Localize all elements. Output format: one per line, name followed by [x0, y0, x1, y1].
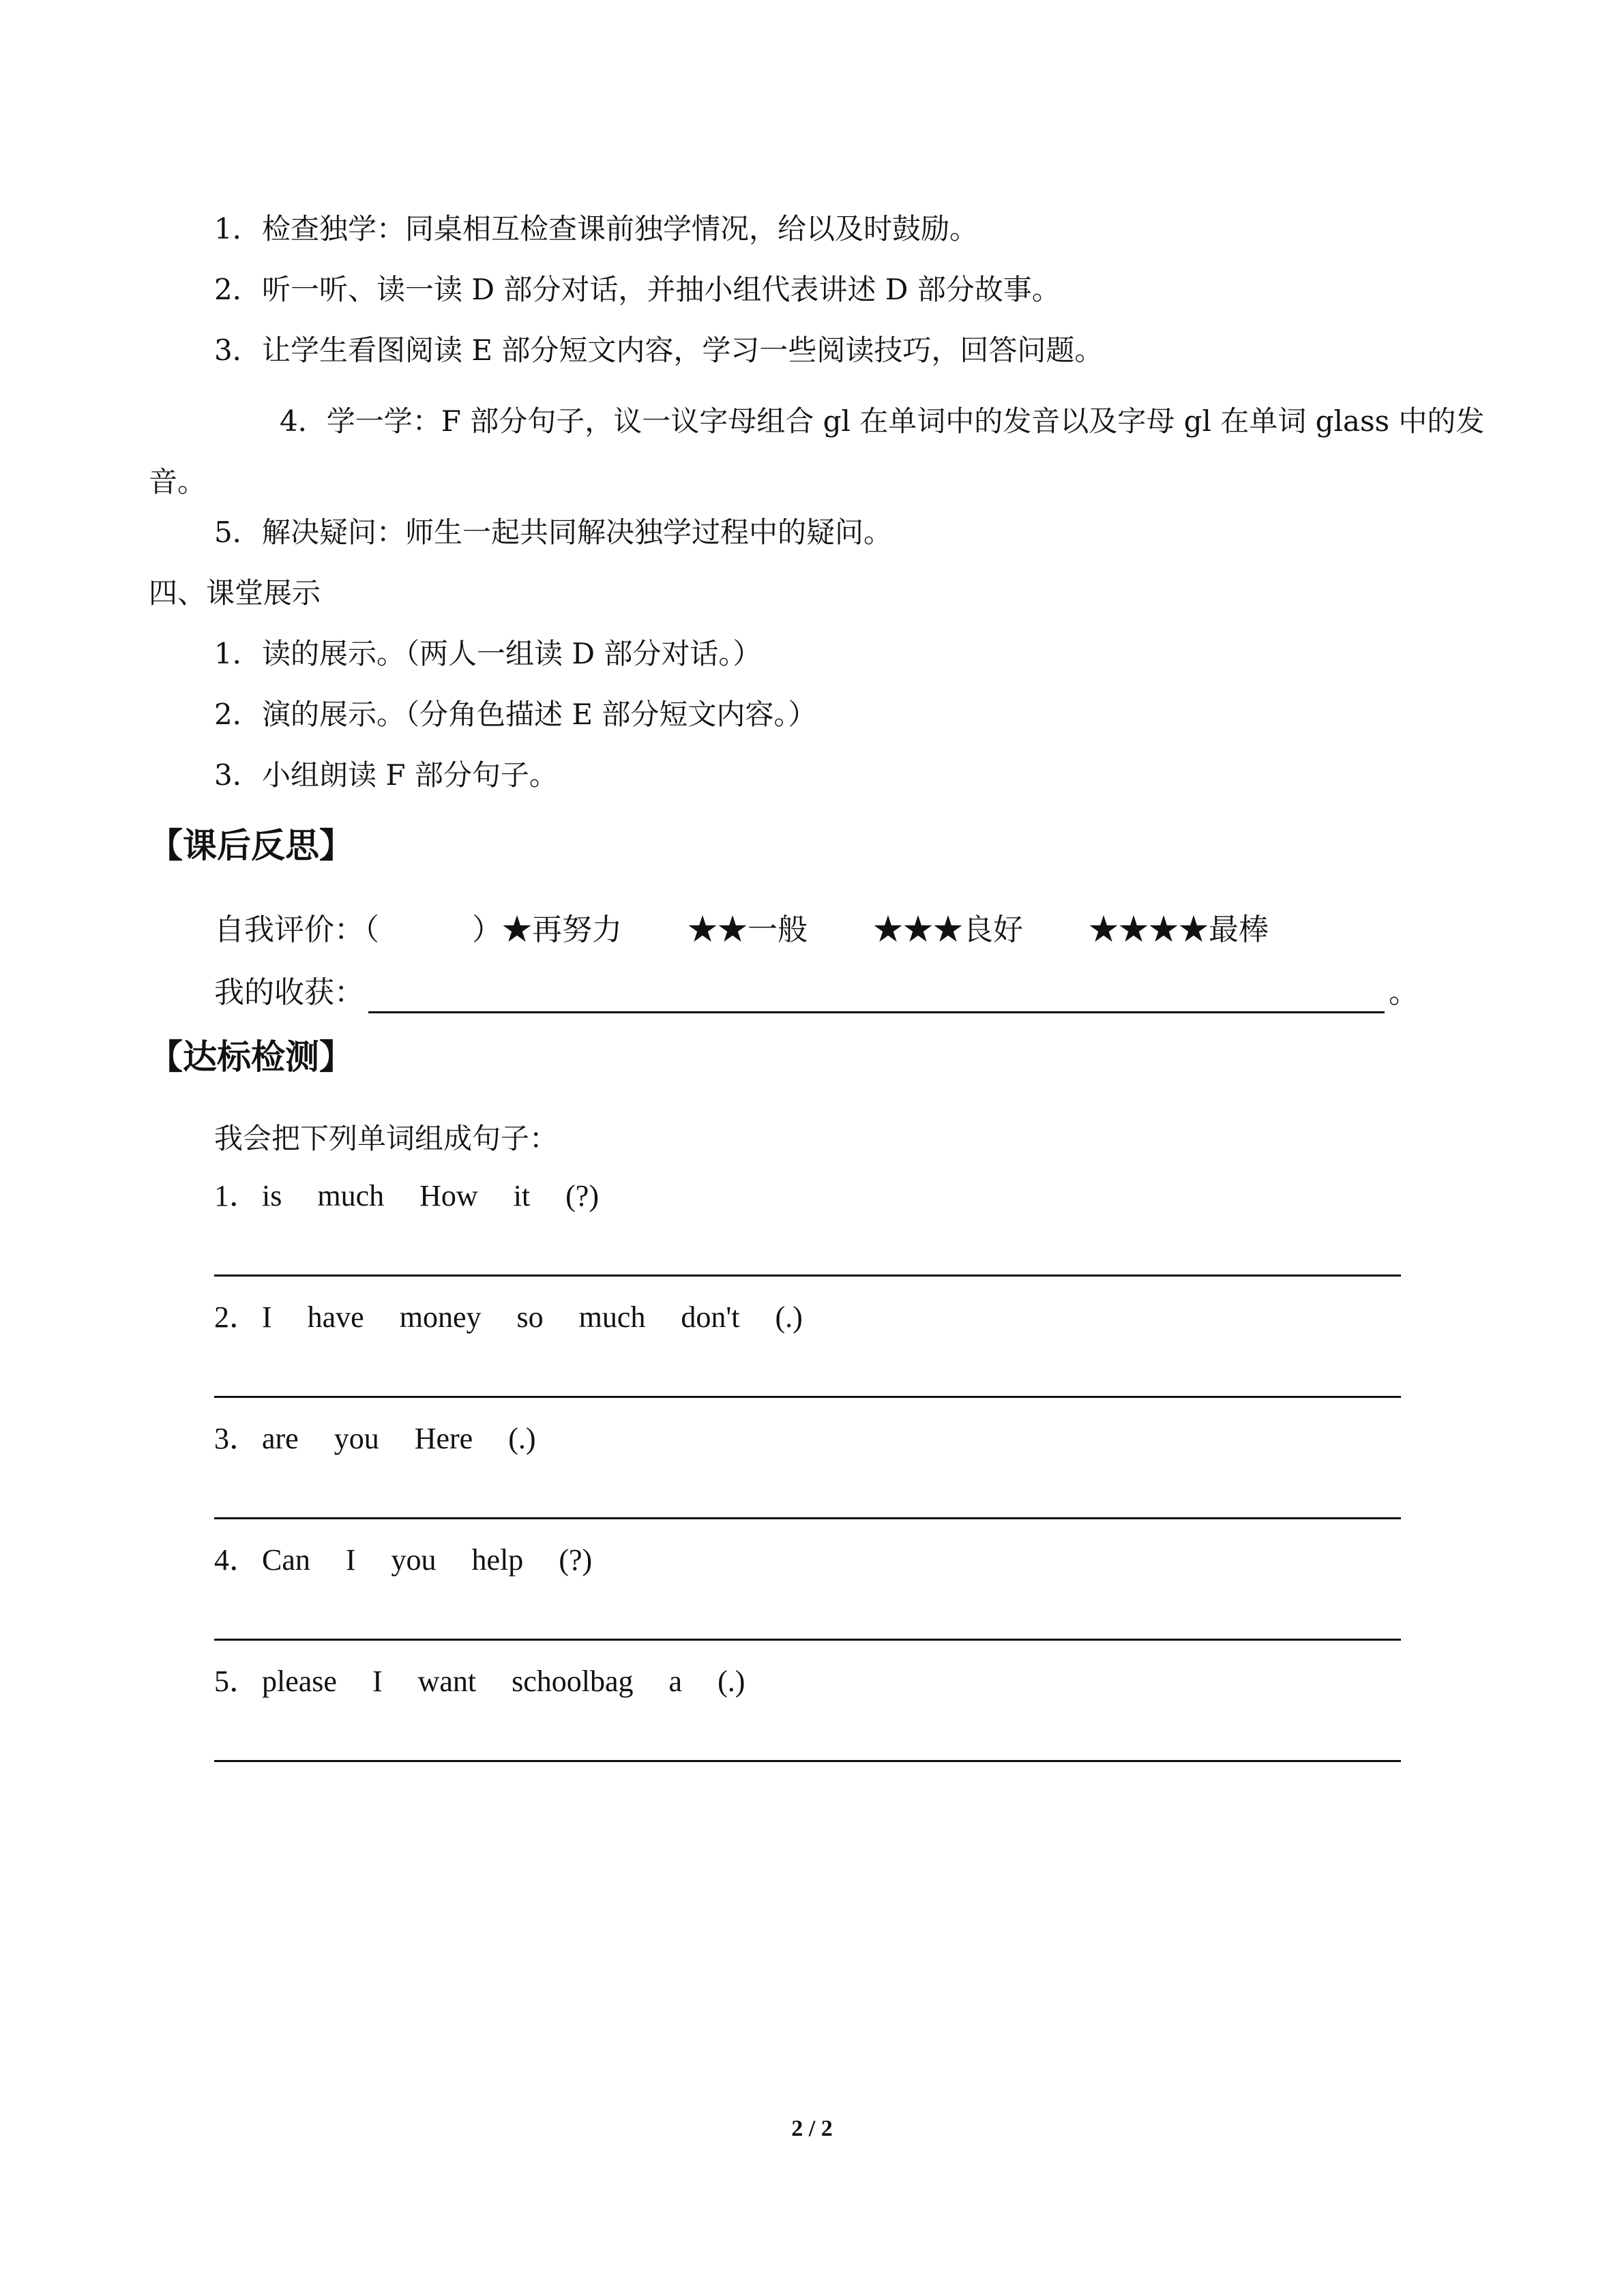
- word: Can: [262, 1543, 310, 1577]
- word: Here: [414, 1422, 473, 1455]
- question-number: 5．: [214, 1665, 259, 1698]
- word: much: [578, 1300, 646, 1334]
- level-2: ★★一般: [688, 912, 808, 947]
- item-text: 演的展示。（分角色描述 E 部分短文内容。）: [262, 698, 817, 731]
- step-1: [214, 209, 978, 250]
- question-4: [214, 1540, 592, 1581]
- word: so: [516, 1300, 544, 1334]
- display-item-2: [214, 694, 816, 735]
- word: don't: [681, 1300, 740, 1334]
- answer-line-5[interactable]: [214, 1760, 1401, 1762]
- harvest-label: 我的收获：: [214, 975, 364, 1010]
- question-number: 3．: [214, 1422, 259, 1455]
- word: a: [668, 1665, 683, 1698]
- test-heading: 【达标检测】: [149, 1037, 353, 1077]
- level-3: ★★★良好: [873, 912, 1023, 947]
- step-4: [149, 391, 1486, 512]
- question-number: 2．: [214, 1300, 259, 1334]
- word: (?): [565, 1179, 599, 1212]
- word: you: [391, 1543, 437, 1577]
- display-item-1: [214, 633, 761, 674]
- word: help: [471, 1543, 524, 1577]
- item-number: 2．: [214, 698, 261, 731]
- word: I: [262, 1300, 272, 1334]
- step-number: 5．: [214, 516, 261, 549]
- word: is: [262, 1179, 282, 1212]
- step-5: [214, 512, 892, 553]
- answer-line-1[interactable]: [214, 1274, 1401, 1277]
- step-text: 听一听、读一读 D 部分对话，并抽小组代表讲述 D 部分故事。: [262, 273, 1061, 306]
- item-number: 1．: [214, 637, 261, 670]
- step-3: [214, 330, 1103, 371]
- step-text: 让学生看图阅读 E 部分短文内容，学习一些阅读技巧，回答问题。: [262, 333, 1104, 367]
- page-number: 2 / 2: [791, 2116, 833, 2141]
- answer-line-4[interactable]: [214, 1639, 1401, 1641]
- answer-line-3[interactable]: [214, 1517, 1401, 1519]
- word: I: [372, 1665, 383, 1698]
- step-text: 学一学：F 部分句子，议一议字母组合 gl 在单词中的发音以及字母 gl 在单词 glass 中的发音。: [149, 404, 1485, 498]
- step-number: 2．: [214, 273, 261, 306]
- display-item-3: [214, 755, 558, 796]
- word: (.): [718, 1665, 745, 1698]
- question-2: [214, 1297, 803, 1338]
- step-text: 检查独学：同桌相互检查课前独学情况，给以及时鼓励。: [262, 212, 979, 245]
- reflection-heading: 【课后反思】: [149, 826, 353, 865]
- harvest-row: [214, 972, 1419, 1013]
- word: it: [513, 1179, 531, 1212]
- word: (.): [508, 1422, 536, 1455]
- word: schoolbag: [512, 1665, 634, 1698]
- question-number: 1．: [214, 1179, 259, 1212]
- harvest-end: 。: [1389, 975, 1419, 1010]
- question-number: 4．: [214, 1543, 259, 1577]
- word: are: [262, 1422, 299, 1455]
- answer-line-2[interactable]: [214, 1396, 1401, 1398]
- item-text: 小组朗读 F 部分句子。: [262, 758, 558, 792]
- word: I: [345, 1543, 356, 1577]
- step-number: 4．: [280, 404, 327, 438]
- word: you: [334, 1422, 379, 1455]
- question-3: [214, 1418, 536, 1459]
- eval-close: ）: [472, 912, 502, 947]
- level-4: ★★★★最棒: [1089, 912, 1269, 947]
- question-1: [214, 1176, 599, 1217]
- eval-label: 自我评价：（: [214, 912, 379, 947]
- question-5: [214, 1661, 745, 1702]
- step-text: 解决疑问：师生一起共同解决独学过程中的疑问。: [262, 516, 893, 549]
- word: want: [417, 1665, 477, 1698]
- section-four-title: 四、课堂展示: [149, 576, 321, 610]
- harvest-answer-line[interactable]: [368, 981, 1385, 1013]
- item-text: 读的展示。（两人一组读 D 部分对话。）: [262, 637, 762, 670]
- item-number: 3．: [214, 758, 261, 792]
- self-evaluation-row: [214, 910, 1269, 951]
- word: have: [307, 1300, 364, 1334]
- word: please: [262, 1665, 337, 1698]
- word: How: [419, 1179, 478, 1212]
- test-instruction: 我会把下列单词组成句子：: [214, 1122, 559, 1155]
- step-number: 3．: [214, 333, 261, 367]
- word: (?): [559, 1543, 593, 1577]
- level-1: ★再努力: [502, 912, 622, 947]
- step-number: 1．: [214, 212, 261, 245]
- step-2: [214, 269, 1061, 310]
- word: money: [399, 1300, 482, 1334]
- word: (.): [775, 1300, 803, 1334]
- word: much: [317, 1179, 385, 1212]
